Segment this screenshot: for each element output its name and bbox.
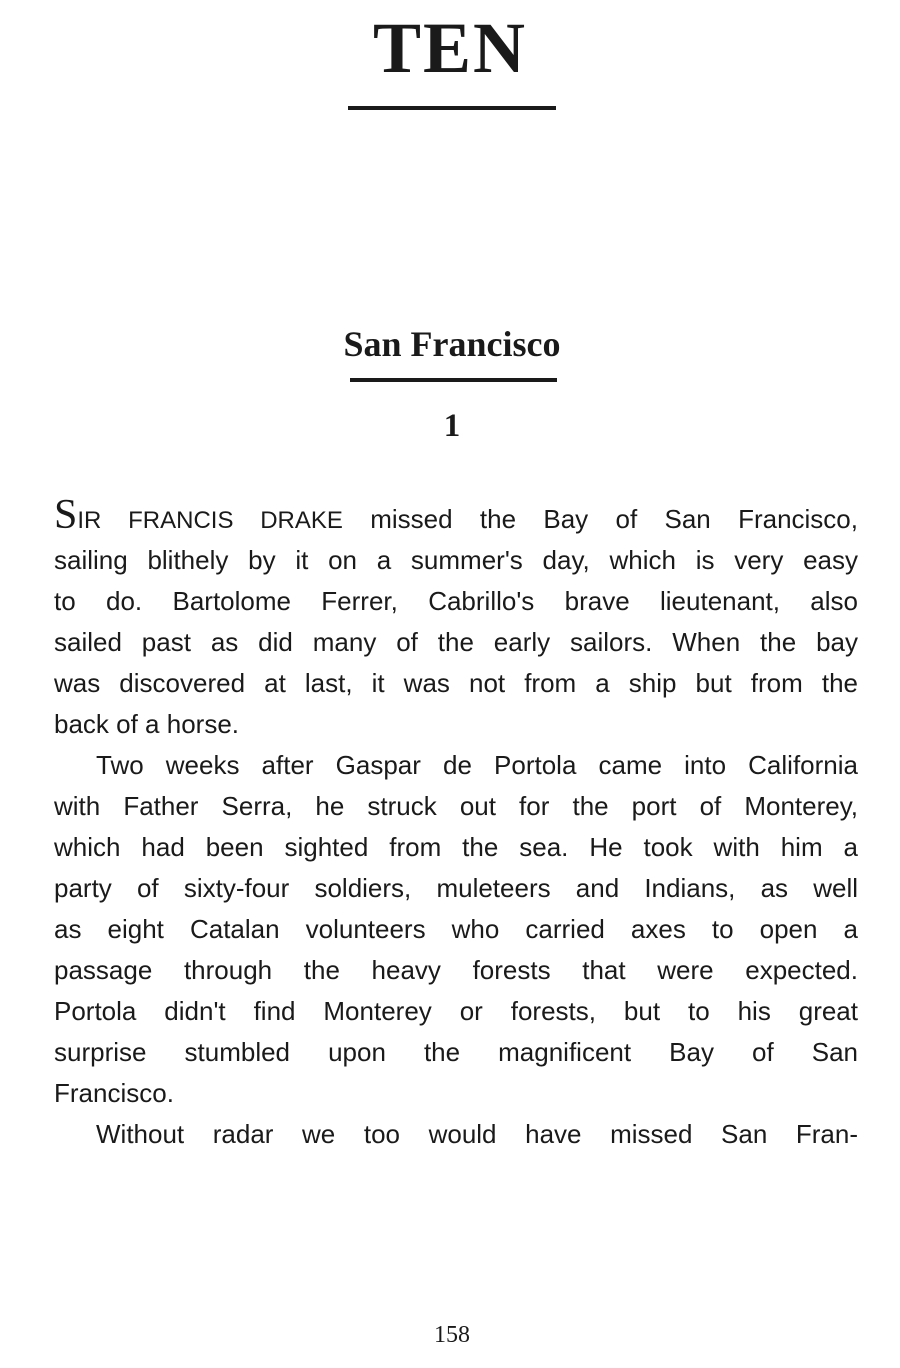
opening-small-caps: IR FRANCIS DRAKE: [77, 507, 343, 534]
text-line: Portola didn't find Monterey or forests, but to his great: [54, 996, 858, 1026]
text-line: passage through the heavy forests that were expected.: [54, 955, 858, 985]
text-line: sailed past as did many of the early sailors. When the bay: [54, 627, 858, 657]
text-line: with Father Serra, he struck out for the port of Monterey,: [54, 791, 858, 821]
text-line: to do. Bartolome Ferrer, Cabrillo's brave lieutenant, also: [54, 586, 858, 616]
text-line: sailing blithely by it on a summer's day, which is very easy: [54, 545, 858, 575]
text-line: as eight Catalan volunteers who carried axes to open a: [54, 914, 858, 944]
text-line: back of a horse.: [54, 709, 239, 739]
chapter-title: TEN: [372, 8, 528, 88]
section-rule: [350, 378, 557, 382]
drop-cap: S: [54, 492, 78, 538]
text-line: Francisco.: [54, 1078, 174, 1108]
text-line-content: missed the Bay of San Francisco,: [342, 504, 858, 534]
text-line: was discovered at last, it was not from a ship but from the: [54, 668, 858, 698]
section-title: San Francisco: [343, 324, 561, 364]
text-line: Two weeks after Gaspar de Portola came into California: [96, 750, 858, 780]
text-line: surprise stumbled upon the magnificent Bay of San: [54, 1037, 858, 1067]
section-number: 1: [443, 408, 461, 444]
text-line: [54, 492, 858, 540]
page-number: 158: [434, 1322, 470, 1348]
text-line: Without radar we too would have missed San Fran-: [96, 1119, 858, 1149]
text-line: which had been sighted from the sea. He took with him a: [54, 832, 858, 862]
body-text: [54, 492, 858, 1155]
chapter-rule: [348, 106, 556, 110]
text-line: party of sixty-four soldiers, muleteers and Indians, as well: [54, 873, 858, 903]
